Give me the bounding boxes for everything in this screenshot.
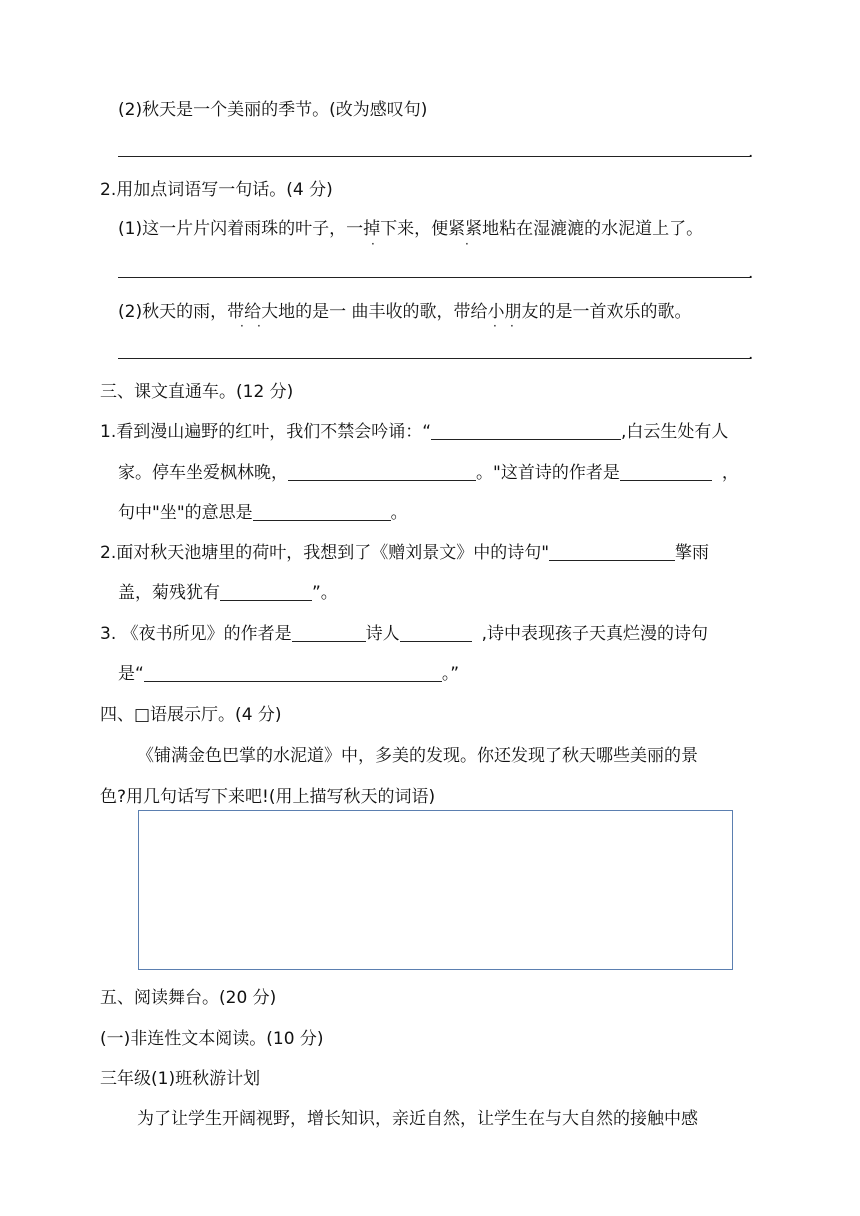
section-3-title: 三、课文直通车。(12 分) bbox=[100, 382, 294, 402]
q3-1-text-e: ， bbox=[721, 463, 739, 483]
q3-1-text-b: ,白云生处有人 bbox=[621, 422, 729, 442]
q3-1-blank-1[interactable] bbox=[431, 421, 621, 440]
emphasis-dot: · bbox=[240, 319, 244, 333]
question-3-1-line-2 bbox=[118, 461, 739, 485]
answer-line-1[interactable] bbox=[118, 156, 750, 157]
q3-1-blank-3[interactable] bbox=[620, 462, 712, 481]
emphasis-dot: · bbox=[371, 237, 375, 251]
question-3-1-line-3 bbox=[118, 501, 408, 525]
answer-line-end-3: . bbox=[748, 344, 754, 364]
q3-1-text-c: 家。停车坐爱枫林晚， bbox=[118, 463, 288, 483]
section-5-subtitle: (一)非连性文本阅读。(10 分) bbox=[100, 1029, 324, 1049]
q3-2-blank-1[interactable] bbox=[549, 542, 675, 561]
answer-line-2[interactable] bbox=[118, 277, 750, 278]
question-2-2-1: (1)这一片片闪着雨珠的叶子，一掉下来，便紧紧地粘在湿漉漉的水泥道上了。 bbox=[118, 219, 704, 239]
q3-1-text-d: 。"这首诗的作者是 bbox=[476, 463, 620, 483]
q3-2-text-b: 擎雨 bbox=[675, 543, 710, 563]
question-3-3-line-1 bbox=[100, 622, 708, 646]
section-4-prompt-2: 色?用几句话写下来吧!(用上描写秋天的词语) bbox=[100, 787, 436, 807]
q3-3-text-e: 。” bbox=[441, 664, 460, 684]
question-3-2-line-2 bbox=[118, 581, 338, 605]
q3-2-blank-2[interactable] bbox=[220, 582, 312, 601]
section-4-prompt-1: 《铺满金色巴掌的水泥道》中，多美的发现。你还发现了秋天哪些美丽的景 bbox=[137, 746, 698, 766]
emphasis-dot: · bbox=[510, 319, 514, 333]
answer-line-end-2: . bbox=[748, 263, 754, 283]
q3-1-blank-4[interactable] bbox=[253, 502, 391, 521]
q3-3-text-a: 3. 《夜书所见》的作者是 bbox=[100, 624, 292, 644]
answer-line-end-1: . bbox=[748, 142, 754, 162]
question-2-title: 2.用加点词语写一句话。(4 分) bbox=[100, 180, 333, 200]
q3-1-blank-2[interactable] bbox=[288, 462, 476, 481]
emphasis-dot: · bbox=[493, 319, 497, 333]
q3-3-text-d: 是“ bbox=[118, 664, 144, 684]
answer-line-3[interactable] bbox=[118, 358, 750, 359]
q3-1-text-f: 句中"坐"的意思是 bbox=[118, 503, 253, 523]
question-3-2-line-1 bbox=[100, 541, 709, 565]
q3-1-text-g: 。 bbox=[390, 503, 408, 523]
question-3-3-line-2 bbox=[118, 662, 459, 686]
q3-3-blank-2[interactable] bbox=[400, 623, 472, 642]
question-2-2-2: (2)秋天的雨，带给大地的是一 曲丰收的歌，带给小朋友的是一首欢乐的歌。 bbox=[118, 302, 692, 322]
section-5-title: 五、阅读舞台。(20 分) bbox=[100, 988, 277, 1008]
question-3-1-line-1 bbox=[100, 420, 728, 444]
emphasis-dot: · bbox=[465, 237, 469, 251]
q3-1-text-a: 1.看到漫山遍野的红叶，我们不禁会吟诵：“ bbox=[100, 422, 432, 442]
emphasis-dot: · bbox=[257, 319, 261, 333]
q3-2-text-c: 盖，菊残犹有 bbox=[118, 583, 220, 603]
q3-3-text-b: 诗人 bbox=[365, 624, 400, 644]
plan-paragraph-1: 为了让学生开阔视野，增长知识，亲近自然，让学生在与大自然的接触中感 bbox=[137, 1109, 698, 1129]
q3-3-text-c: ,诗中表现孩子天真烂漫的诗句 bbox=[481, 624, 709, 644]
q3-3-blank-3[interactable] bbox=[144, 663, 442, 682]
q3-3-blank-1[interactable] bbox=[292, 623, 366, 642]
q3-2-text-d: ”。 bbox=[312, 583, 338, 603]
plan-title: 三年级(1)班秋游计划 bbox=[100, 1069, 261, 1089]
section-4-title: 四、□语展示厅。(4 分) bbox=[100, 705, 282, 725]
question-2-1-2: (2)秋天是一个美丽的季节。(改为感叹句) bbox=[118, 100, 428, 120]
writing-answer-box[interactable] bbox=[138, 810, 733, 970]
q3-2-text-a: 2.面对秋天池塘里的荷叶，我想到了《赠刘景文》中的诗句" bbox=[100, 543, 550, 563]
